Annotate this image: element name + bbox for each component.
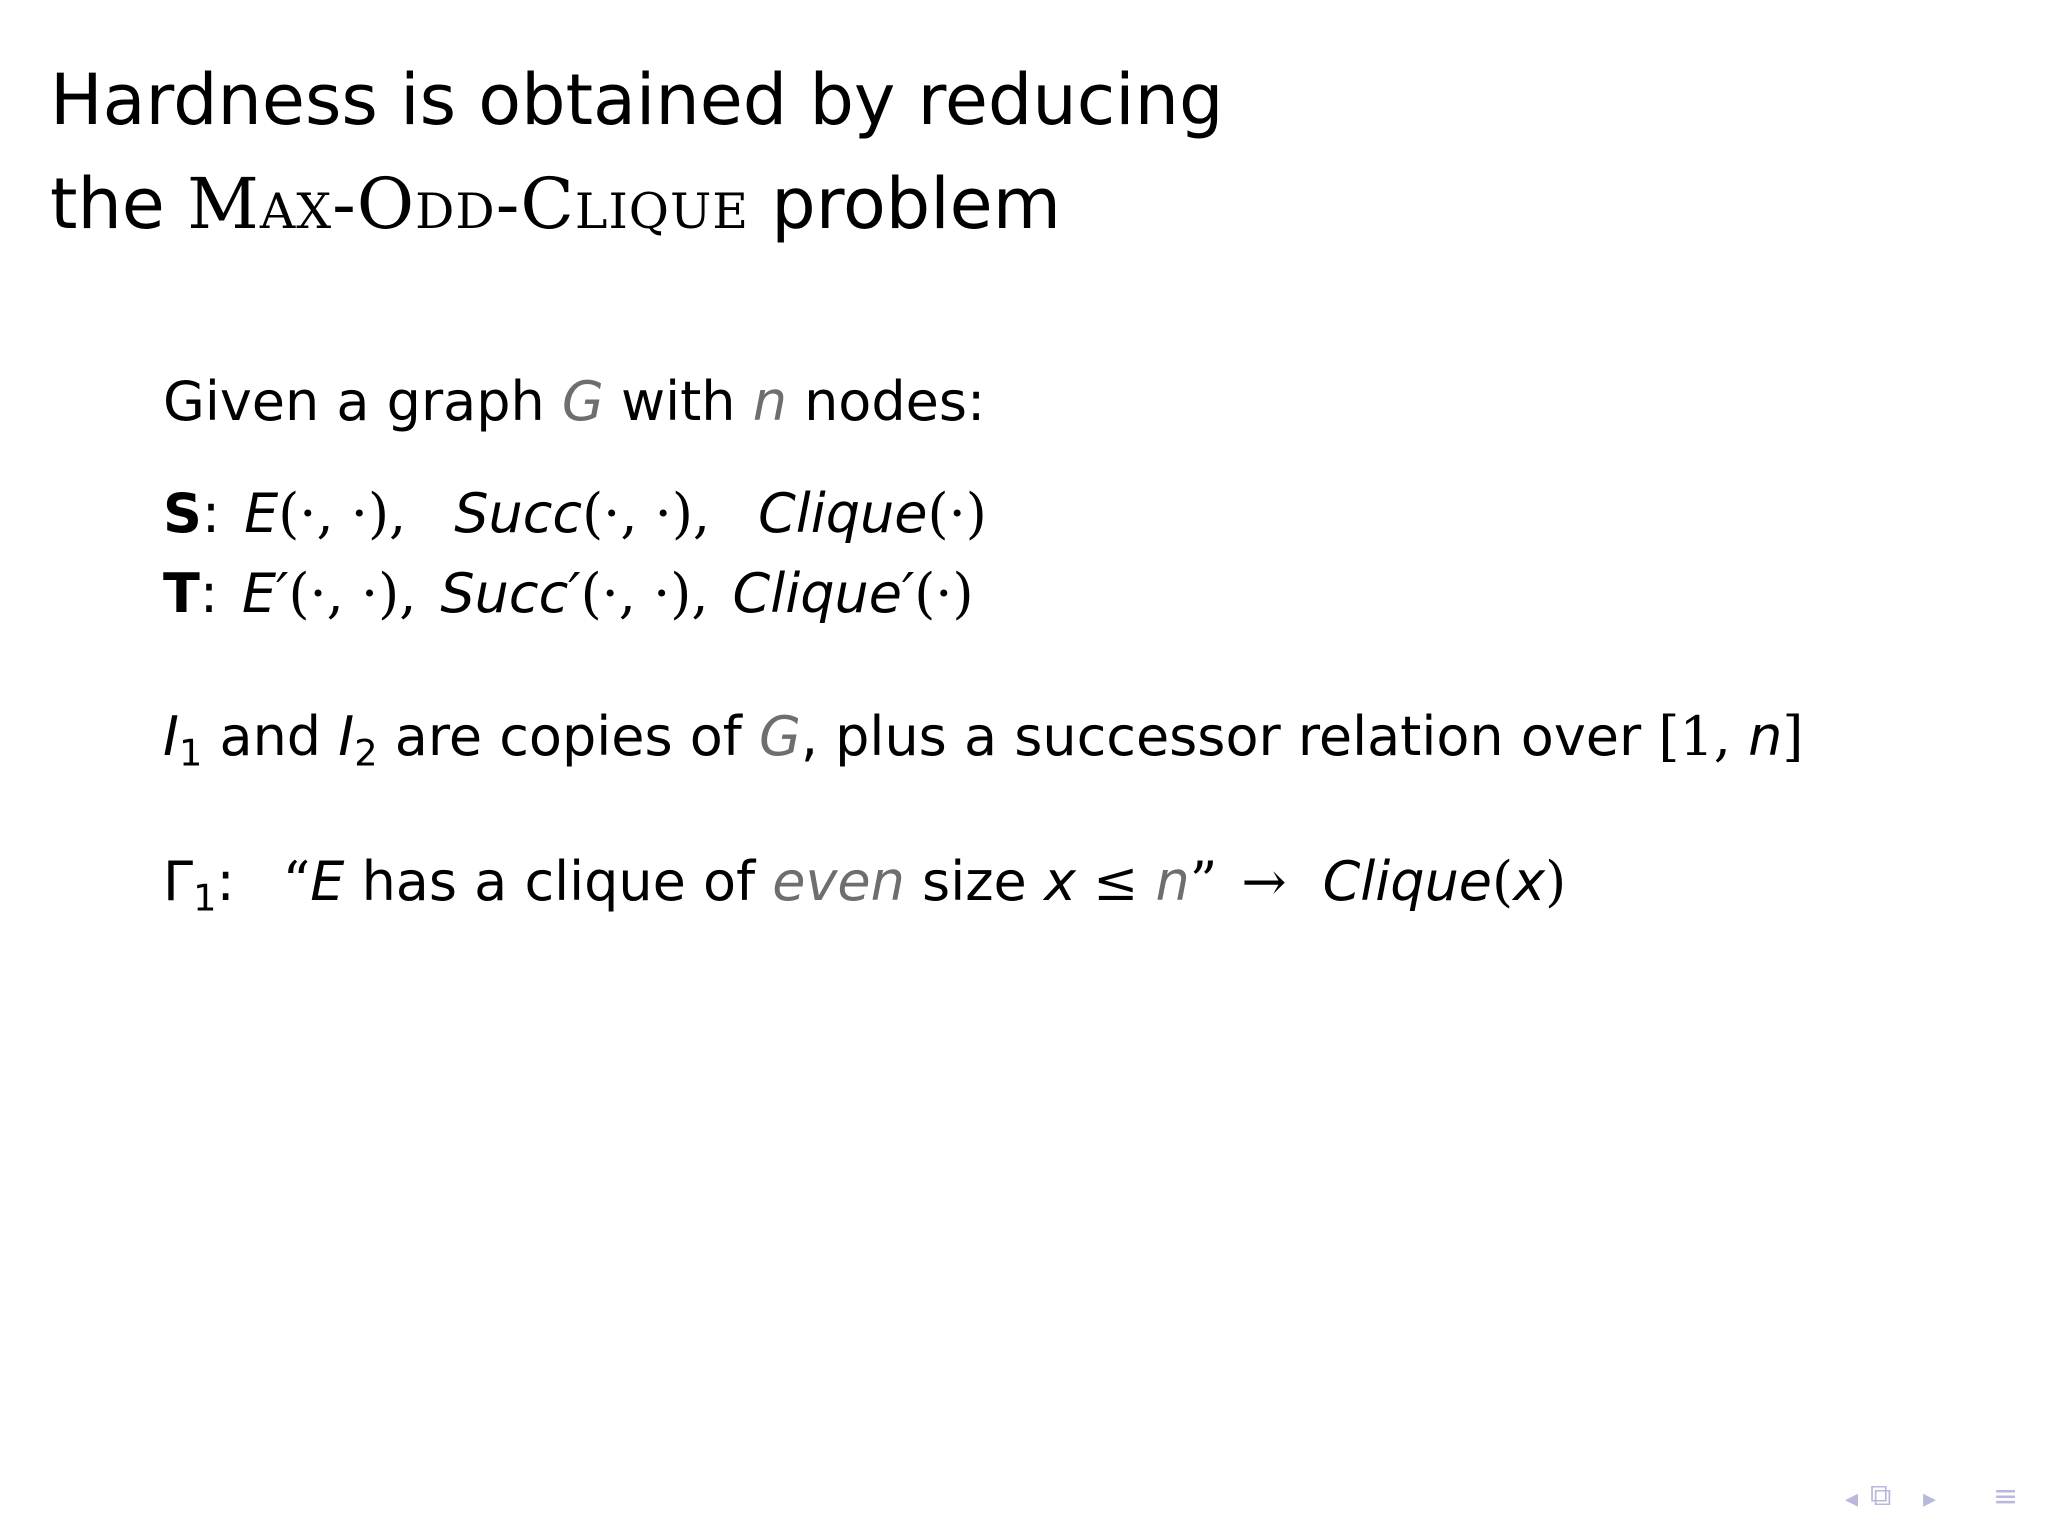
gamma-edge-symbol: E	[310, 850, 345, 913]
range-n: n	[1748, 705, 1783, 768]
source-succ-relation: Succ	[454, 482, 583, 545]
target-schema-colon: :	[199, 562, 219, 625]
slide-title	[50, 48, 1223, 256]
target-schema-line	[163, 562, 974, 625]
implies-arrow: →	[1241, 850, 1287, 913]
target-schema-label: T	[163, 562, 200, 625]
gamma-clique-relation: Clique	[1322, 850, 1493, 913]
nav-left-arrow-icon[interactable]: ◂	[1845, 1484, 1859, 1514]
gamma-text-2: size	[904, 850, 1044, 913]
title-line-2-post: problem	[749, 163, 1061, 245]
source-edge-relation: E	[244, 482, 279, 545]
instances-line	[163, 705, 1803, 774]
graph-symbol: G	[561, 370, 604, 433]
given-line	[163, 370, 985, 433]
gamma-text-1: has a clique of	[344, 850, 773, 913]
target-succ-args: (·, ·),	[580, 562, 709, 625]
instances-post: , plus a successor relation over	[800, 705, 1659, 768]
instances-and: and	[202, 705, 339, 768]
source-schema-colon: :	[201, 482, 221, 545]
gamma-x-arg: x	[1513, 850, 1546, 913]
gamma-paren-close: )	[1545, 850, 1567, 913]
given-mid: with	[603, 370, 753, 433]
source-succ-args: (·, ·),	[582, 482, 711, 545]
source-schema-label: S	[163, 482, 202, 545]
instance-1-symbol: I	[163, 705, 179, 768]
source-schema-line	[163, 482, 987, 545]
quote-open: “	[282, 850, 311, 913]
instance-2-subscript: 2	[354, 731, 378, 775]
title-line-2-pre: the	[50, 163, 188, 245]
range-open: [1,	[1658, 705, 1749, 768]
target-edge-args: (·, ·),	[288, 562, 417, 625]
source-clique-args: (·)	[927, 482, 987, 545]
menu-icon[interactable]: ≡	[1993, 1479, 2019, 1514]
range-close: ]	[1782, 705, 1804, 768]
target-clique-args: (·)	[914, 562, 974, 625]
gamma-symbol: Γ	[163, 850, 194, 913]
gamma-n: n	[1155, 850, 1190, 913]
instance-2-symbol: I	[338, 705, 355, 768]
gamma-x: x	[1043, 850, 1076, 913]
instances-mid: are copies of	[377, 705, 759, 768]
given-pre: Given a graph	[163, 370, 562, 433]
gamma-rule-line	[163, 850, 1566, 919]
gamma-paren-open: (	[1492, 850, 1514, 913]
graph-symbol-2: G	[758, 705, 801, 768]
target-edge-relation: E′	[242, 562, 289, 625]
source-clique-relation: Clique	[758, 482, 928, 545]
target-succ-relation: Succ′	[440, 562, 581, 625]
nav-right-arrow-icon[interactable]: ▸	[1923, 1484, 1937, 1514]
instance-1-subscript: 1	[178, 731, 203, 775]
title-line-2	[50, 152, 1223, 256]
frame-icon[interactable]: ⧉	[1870, 1478, 1892, 1513]
quote-close: ”	[1189, 850, 1218, 913]
given-post: nodes:	[786, 370, 986, 433]
source-edge-args: (·, ·),	[278, 482, 407, 545]
gamma-subscript: 1	[193, 876, 217, 920]
beamer-navigation	[0, 1476, 2048, 1536]
target-clique-relation: Clique′	[732, 562, 915, 625]
gamma-leq: ≤	[1075, 850, 1156, 913]
gamma-colon: :	[216, 850, 235, 913]
even-highlight: even	[772, 850, 905, 913]
node-count-symbol: n	[752, 370, 787, 433]
title-line-1: Hardness is obtained by reducing	[50, 59, 1224, 141]
problem-name: Max-Odd-Clique	[187, 163, 750, 245]
